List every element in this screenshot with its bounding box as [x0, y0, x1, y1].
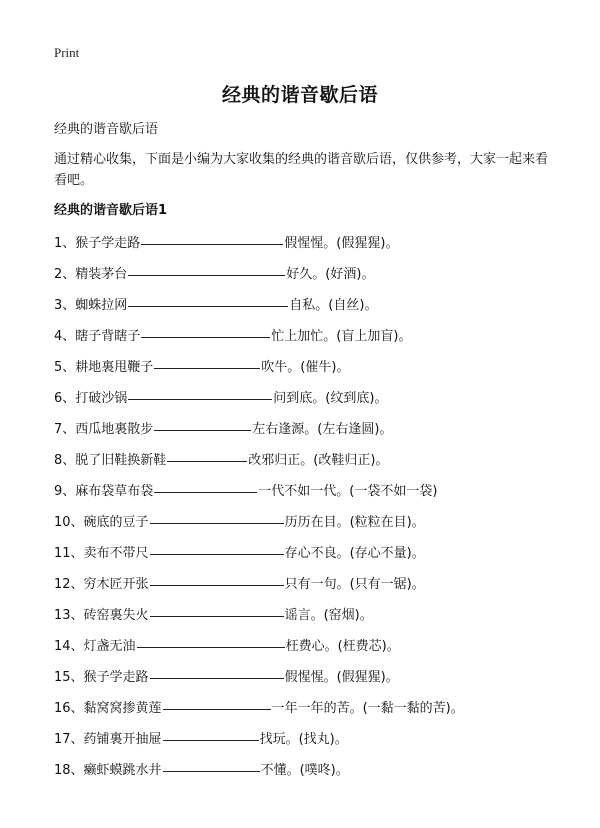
dash-line: [163, 709, 271, 710]
item-number: 7、: [54, 421, 76, 437]
item-answer: 改邪归正。(改鞋归正)。: [248, 452, 389, 468]
item-phrase: 打破沙锅: [75, 390, 128, 406]
list-item: [54, 600, 574, 631]
dash-line: [154, 492, 257, 493]
item-answer: 假惺惺。(假猩猩)。: [284, 669, 399, 685]
item-number: 8、: [54, 452, 76, 468]
item-number: 6、: [54, 390, 76, 406]
item-answer: 谣言。(窑烟)。: [284, 607, 373, 623]
list-item: [54, 414, 574, 445]
item-phrase: 卖布不带尺: [83, 545, 149, 561]
dash-line: [150, 554, 284, 555]
dash-line: [163, 740, 259, 741]
list-item: [54, 755, 574, 786]
list-item: [54, 352, 574, 383]
dash-line: [150, 523, 284, 524]
intro-paragraph: 通过精心收集，下面是小编为大家收集的经典的谐音歇后语，仅供参考，大家一起来看看吧。: [54, 152, 549, 188]
list-item: [54, 383, 574, 414]
page-title: 经典的谐音歇后语: [221, 84, 378, 106]
item-answer: 左右逢源。(左右逢圆)。: [252, 421, 393, 437]
list-item: [54, 569, 574, 600]
dash-line: [154, 430, 251, 431]
item-phrase: 黏窝窝掺黄莲: [83, 700, 162, 716]
item-answer: 存心不良。(存心不量)。: [284, 545, 425, 561]
item-phrase: 瞎子背瞎子: [75, 328, 141, 344]
item-phrase: 药铺裏开抽屉: [83, 731, 162, 747]
list-item: [54, 538, 574, 569]
item-phrase: 猴子学走路: [83, 669, 149, 685]
item-answer: 不懂。(噗咚)。: [260, 762, 349, 778]
item-answer: 问到底。(纹到底)。: [273, 390, 388, 406]
list-item: [54, 445, 574, 476]
section-heading: 经典的谐音歇后语1: [54, 203, 168, 218]
item-answer: 忙上加忙。(盲上加盲)。: [271, 328, 412, 344]
item-answer: 找玩。(找丸)。: [259, 731, 348, 747]
list-item: [54, 662, 574, 693]
item-phrase: 耕地裏甩鞭子: [75, 359, 154, 375]
item-number: 11、: [54, 545, 84, 561]
dash-line: [150, 616, 284, 617]
list-item: [54, 693, 574, 724]
item-number: 4、: [54, 328, 76, 344]
list-item: [54, 321, 574, 352]
dash-line: [128, 399, 272, 400]
item-phrase: 西瓜地裏散步: [75, 421, 154, 437]
item-answer: 一代不如一代。(一袋不如一袋): [258, 483, 438, 499]
item-phrase: 灯盏无油: [83, 638, 136, 654]
dash-line: [167, 461, 247, 462]
item-answer: 好久。(好酒)。: [286, 266, 375, 282]
list-item: [54, 259, 574, 290]
item-answer: 吹牛。(催牛)。: [261, 359, 350, 375]
item-answer: 假惺惺。(假猩猩)。: [284, 235, 399, 251]
dash-line: [163, 771, 260, 772]
item-number: 1、: [54, 235, 76, 251]
item-answer: 一年一年的苦。(一黏一黏的苦)。: [271, 700, 464, 716]
dash-line: [150, 585, 284, 586]
item-phrase: 蜘蛛拉网: [75, 297, 128, 313]
item-phrase: 癞虾蟆跳水井: [83, 762, 162, 778]
item-answer: 枉费心。(枉费芯)。: [285, 638, 400, 654]
item-phrase: 砖窑裏失火: [83, 607, 149, 623]
item-answer: 历历在目。(粒粒在目)。: [284, 514, 425, 530]
item-phrase: 脱了旧鞋换新鞋: [75, 452, 167, 468]
list-item: [54, 507, 574, 538]
page-subtitle: 经典的谐音歇后语: [54, 122, 159, 137]
item-number: 16、: [54, 700, 84, 716]
item-number: 14、: [54, 638, 84, 654]
print-link[interactable]: Print: [54, 45, 80, 60]
item-number: 10、: [54, 514, 84, 530]
dash-line: [141, 337, 270, 338]
item-phrase: 穷木匠开张: [83, 576, 149, 592]
list-item: [54, 228, 574, 259]
item-number: 13、: [54, 607, 84, 623]
item-number: 15、: [54, 669, 84, 685]
dash-line: [154, 368, 260, 369]
item-phrase: 碗底的豆子: [83, 514, 149, 530]
item-phrase: 麻布袋草布袋: [75, 483, 154, 499]
item-phrase: 猴子学走路: [75, 235, 141, 251]
item-number: 12、: [54, 576, 84, 592]
item-number: 18、: [54, 762, 84, 778]
item-phrase: 精装茅台: [75, 266, 128, 282]
xiehouyu-list: [54, 228, 574, 786]
item-answer: 自私。(自丝)。: [289, 297, 378, 313]
dash-line: [128, 306, 288, 307]
list-item: [54, 476, 574, 507]
list-item: [54, 724, 574, 755]
item-number: 3、: [54, 297, 76, 313]
dash-line: [128, 275, 285, 276]
item-number: 9、: [54, 483, 76, 499]
item-number: 2、: [54, 266, 76, 282]
list-item: [54, 631, 574, 662]
dash-line: [150, 678, 284, 679]
dash-line: [137, 647, 285, 648]
item-answer: 只有一句。(只有一锯)。: [284, 576, 425, 592]
list-item: [54, 290, 574, 321]
item-number: 5、: [54, 359, 76, 375]
dash-line: [141, 244, 283, 245]
item-number: 17、: [54, 731, 84, 747]
